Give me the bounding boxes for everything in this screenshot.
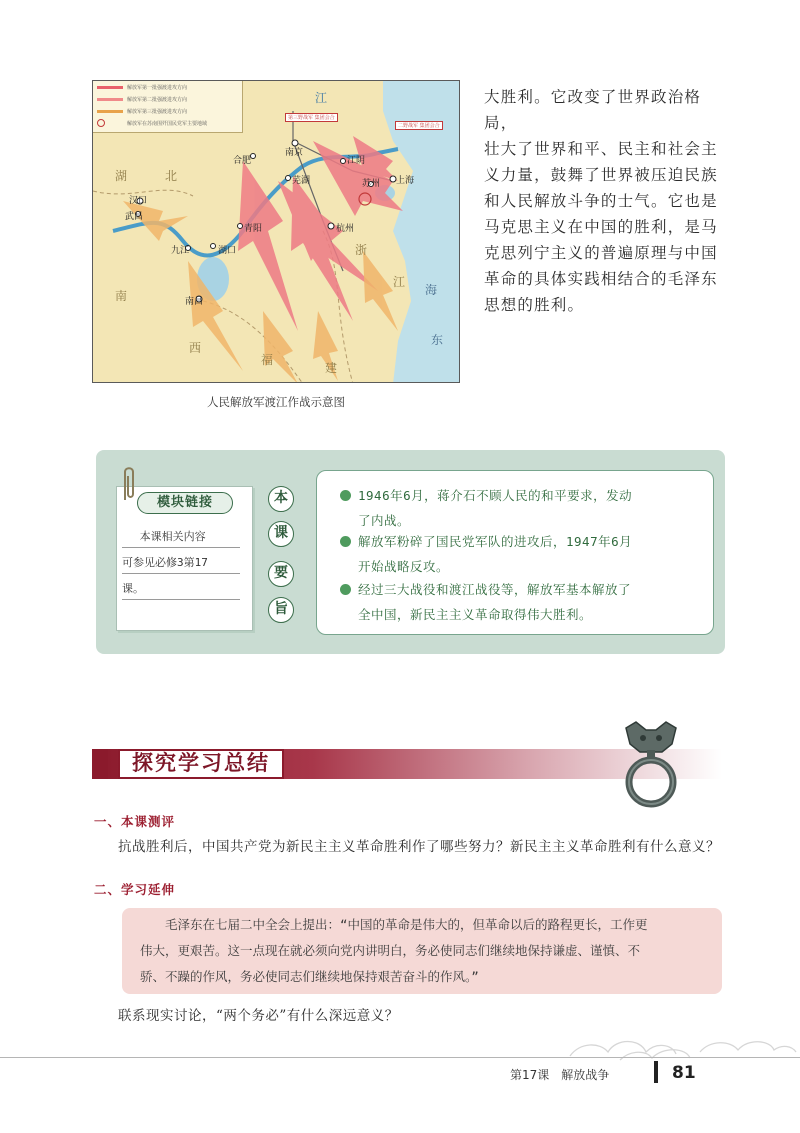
summary-circle-char: 课 xyxy=(268,521,294,547)
module-link-line: 可参见必修3第17 xyxy=(122,552,240,574)
section-title: 探究学习总结 xyxy=(118,749,284,779)
map-label: 武昌 xyxy=(125,212,144,222)
footer-divider xyxy=(0,1057,800,1058)
footer-separator xyxy=(654,1061,658,1083)
summary-line: 了内战。 xyxy=(358,513,411,528)
map-callout: 二野战军 集团会合 xyxy=(395,121,443,130)
map-label: 青阳 xyxy=(244,224,263,234)
map-region-label: 南 xyxy=(115,289,128,303)
section-subheading: 一、本课测评 xyxy=(94,814,176,829)
summary-line: 解放军粉碎了国民党军队的进攻后，1947年6月 xyxy=(358,534,633,549)
bronze-ring-icon xyxy=(612,718,690,810)
legend-item: 解放军第一批强渡进攻方向 xyxy=(93,81,242,93)
bullet-icon xyxy=(340,536,351,547)
map-legend xyxy=(93,81,243,133)
quote-line: 毛泽东在七届二中全会上提出：“中国的革命是伟大的，但革命以后的路程更长，工作更 xyxy=(140,917,648,932)
summary-circle-char: 本 xyxy=(268,486,294,512)
map-label: 南京 xyxy=(285,148,304,158)
cloud-ornament-icon xyxy=(560,1022,800,1068)
paragraph-line: 和人民解放斗争的士气。它也是 xyxy=(484,192,718,210)
map-label: 九江 xyxy=(171,246,190,256)
bullet-icon xyxy=(340,584,351,595)
review-question: 抗战胜利后，中国共产党为新民主主义革命胜利作了哪些努力？新民主主义革命胜利有什么意义？ xyxy=(118,839,720,855)
paragraph-line: 义力量，鼓舞了世界被压迫民族 xyxy=(484,166,718,184)
body-paragraph xyxy=(484,84,724,318)
map-region-label: 江 xyxy=(393,275,406,289)
summary-line: 经过三大战役和渡江战役等，解放军基本解放了 xyxy=(358,582,632,597)
paperclip-icon xyxy=(117,464,139,504)
summary-circle-char: 要 xyxy=(268,561,294,587)
map-sea-label: 东 xyxy=(431,333,444,347)
map-label: 杭州 xyxy=(336,224,355,234)
module-link-line: 课。 xyxy=(122,578,240,600)
map-label: 江阴 xyxy=(347,156,366,166)
bullet-icon xyxy=(340,490,351,501)
summary-line: 开始战略反攻。 xyxy=(358,559,450,574)
footer-lesson-title: 第17课 解放战争 xyxy=(510,1068,610,1082)
page-number: 81 xyxy=(672,1063,696,1083)
map-region-label: 浙 xyxy=(355,243,368,257)
crossing-river-map xyxy=(92,80,460,383)
map-sea-label: 海 xyxy=(425,283,438,297)
paragraph-line: 马克思主义在中国的胜利，是马 xyxy=(484,218,718,236)
map-label: 苏州 xyxy=(362,179,381,189)
discussion-question: 联系现实讨论，“两个务必”有什么深远意义？ xyxy=(118,1008,399,1024)
map-label: 南昌 xyxy=(185,297,204,307)
map-region-label: 湖 xyxy=(115,169,128,183)
map-label: 上海 xyxy=(396,176,415,186)
quote-line: 伟大，更艰苦。这一点现在就必须向党内讲明白，务必使同志们继续地保持谦虚、谨慎、不 xyxy=(140,943,641,958)
map-river-label: 江 xyxy=(315,91,328,105)
map-region-label: 福 xyxy=(261,353,274,367)
map-label: 湖口 xyxy=(218,246,237,256)
legend-item: 解放军第二批强渡进攻方向 xyxy=(93,93,242,105)
module-link-title: 模块链接 xyxy=(137,492,233,514)
section-subheading: 二、学习延伸 xyxy=(94,882,176,897)
map-callout: 第三野战军 集团会合 xyxy=(285,113,338,122)
summary-line: 1946年6月，蒋介石不顾人民的和平要求，发动 xyxy=(358,488,633,503)
paragraph-line: 大胜利。它改变了世界政治格局， xyxy=(484,88,702,132)
paragraph-line: 壮大了世界和平、民主和社会主 xyxy=(484,140,718,158)
map-caption: 人民解放军渡江作战示意图 xyxy=(207,395,345,409)
summary-circle-char: 旨 xyxy=(268,597,294,623)
map-region-label: 北 xyxy=(165,169,178,183)
legend-item: 解放军第三批强渡进攻方向 xyxy=(93,105,242,117)
map-label: 汉口 xyxy=(129,196,148,206)
paragraph-line: 革命的具体实践相结合的毛泽东 xyxy=(484,270,718,288)
paragraph-line: 思想的胜利。 xyxy=(484,296,585,314)
map-region-label: 建 xyxy=(325,361,338,375)
section-header-marker xyxy=(92,749,108,779)
map-region-label: 西 xyxy=(189,341,202,355)
paragraph-line: 克思列宁主义的普遍原理与中国 xyxy=(484,244,718,262)
module-link-line: 本课相关内容 xyxy=(122,526,240,548)
map-label: 合肥 xyxy=(233,156,252,166)
quote-line: 骄、不躁的作风，务必使同志们继续地保持艰苦奋斗的作风。” xyxy=(140,969,479,984)
map-label: 芜湖 xyxy=(292,176,311,186)
legend-item: 解放军在苏南围歼国民党军主要地域 xyxy=(93,117,242,129)
summary-line: 全中国，新民主主义革命取得伟大胜利。 xyxy=(358,607,593,622)
